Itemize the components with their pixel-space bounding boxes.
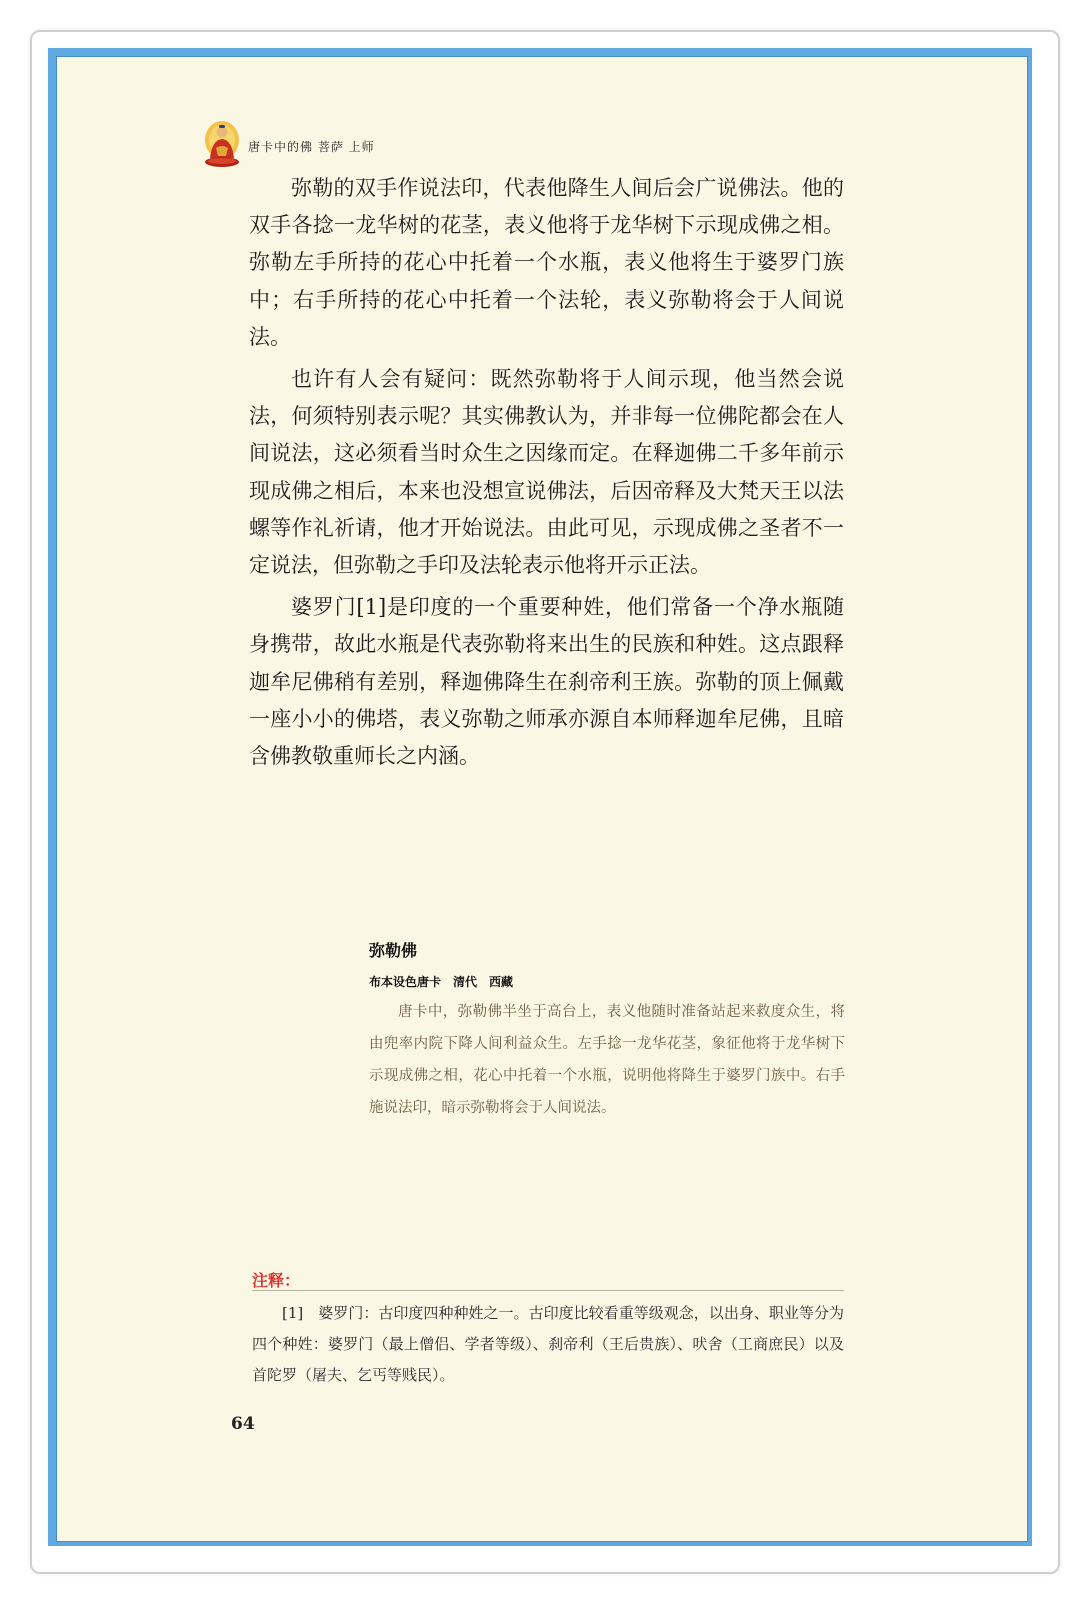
running-title: 唐卡中的佛 菩萨 上师 xyxy=(248,139,375,154)
body-paragraph: 也许有人会有疑问：既然弥勒将于人间示现，他当然会说法，何须特别表示呢？其实佛教认为，并非每一位佛陀都会在人间说法，这必须看当时众生之因缘而定。在释迦佛二千多年前示现成佛之相后，本来也没想宣说佛法，后因帝释及大梵天王以法螺等作礼祈请，他才开始说法。由此可见，示现成佛之圣者不一定说法，但弥勒之手印及法轮表示他将开示正法。 xyxy=(249,367,844,578)
notes-title: 注释： xyxy=(252,1271,301,1290)
main-text xyxy=(249,170,844,780)
page-number: 64 xyxy=(231,1414,255,1434)
notes-divider xyxy=(252,1290,844,1291)
body-paragraph: 婆罗门[1]是印度的一个重要种姓，他们常备一个净水瓶随身携带，故此水瓶是代表弥勒将来出生的民族和种姓。这点跟释迦牟尼佛稍有差别，释迦佛降生在刹帝利王族。弥勒的顶上佩戴一座小小的佛塔，表义弥勒之师承亦源自本师释迦牟尼佛，且暗含佛教敬重师长之内涵。 xyxy=(249,595,844,769)
buddha-figure-icon xyxy=(200,118,244,168)
body-paragraph: 弥勒的双手作说法印，代表他降生人间后会广说佛法。他的双手各捻一龙华树的花茎，表义他将于龙华树下示现成佛之相。弥勒左手所持的花心中托着一个水瓶，表义他将生于婆罗门族中；右手所持的花心中托着一个法轮，表义弥勒将会于人间说法。 xyxy=(249,176,844,349)
caption-text: 唐卡中，弥勒佛半坐于高台上，表义他随时准备站起来救度众生，将由兜率内院下降人间利益众生。左手捻一龙华花茎，象征他将于龙华树下示现成佛之相，花心中托着一个水瓶，说明他将降生于婆罗门族中。右手施说法印，暗示弥勒将会于人间说法。 xyxy=(369,1004,845,1116)
running-header xyxy=(200,118,375,168)
caption-title: 弥勒佛 xyxy=(369,941,418,960)
footnote: [1] 婆罗门：古印度四种种姓之一。古印度比较看重等级观念，以出身、职业等分为四个种姓：婆罗门（最上僧侣、学者等级）、刹帝利（王后贵族）、吠舍（工商庶民）以及首陀罗（屠夫、乞丐等贱民）。 xyxy=(252,1304,844,1384)
caption-subtitle: 布本设色唐卡 清代 西藏 xyxy=(369,975,514,989)
image-caption xyxy=(369,938,845,1124)
